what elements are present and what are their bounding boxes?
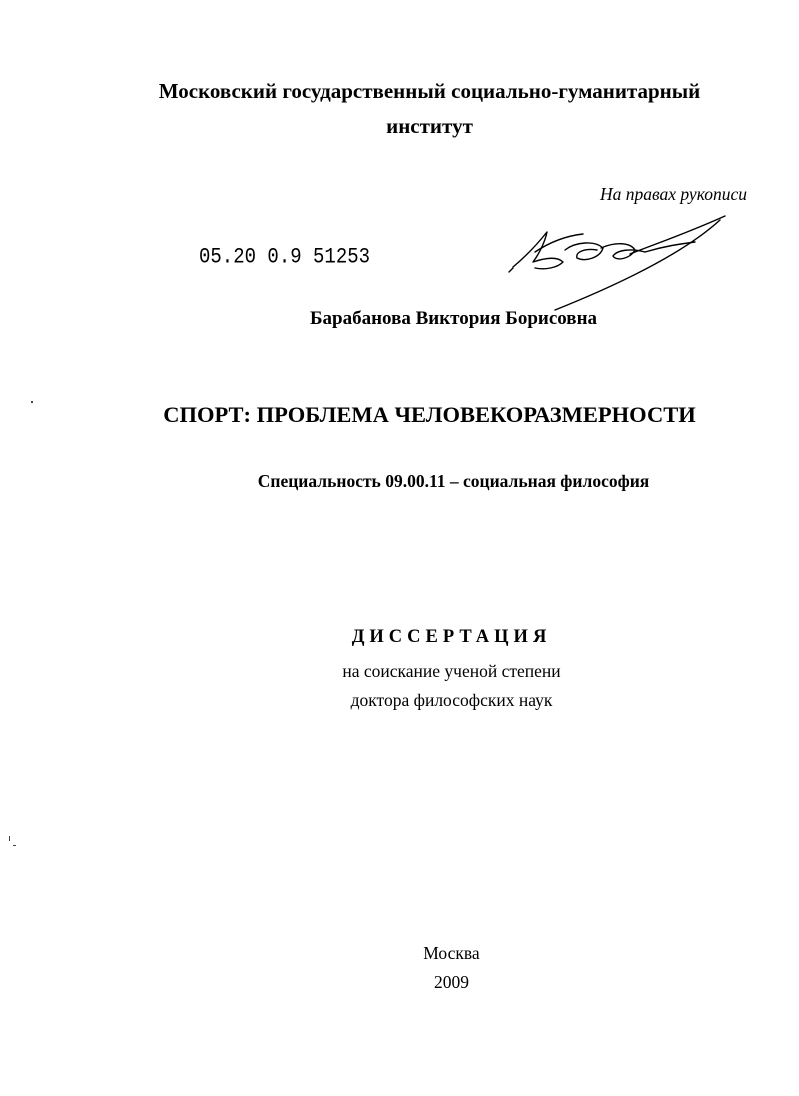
dissertation-title: СПОРТ: ПРОБЛЕМА ЧЕЛОВЕКОРАЗМЕРНОСТИ [163, 402, 696, 427]
scan-speck [13, 845, 16, 846]
author-name: Барабанова Виктория Борисовна [309, 308, 598, 329]
degree-line2: доктора философских наук [350, 690, 553, 710]
city: Москва [423, 943, 480, 963]
manuscript-note: На правах рукописи [600, 184, 747, 204]
document-number-stamp: 05.20 0.9 51253 [199, 244, 371, 270]
handwritten-signature [505, 212, 745, 312]
year: 2009 [434, 972, 469, 992]
institution-name-line2: институт [386, 114, 473, 138]
document-type-heading: ДИССЕРТАЦИЯ [351, 627, 552, 647]
scan-speck [31, 401, 33, 403]
institution-name-line1: Московский государственный социально-гуманитарный [158, 79, 701, 103]
degree-line1: на соискание ученой степени [342, 661, 561, 681]
specialty-line: Специальность 09.00.11 – социальная философия [257, 471, 650, 491]
scan-speck [9, 836, 10, 841]
